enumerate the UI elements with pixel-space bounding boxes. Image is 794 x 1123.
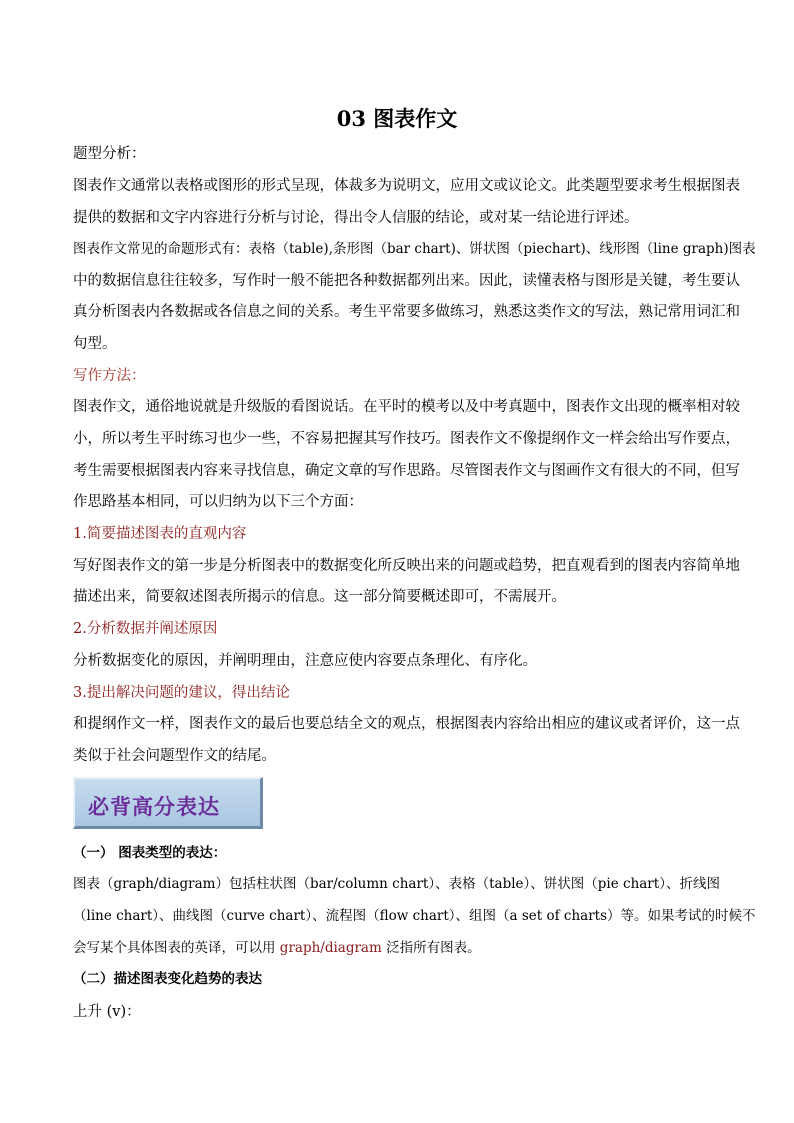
paragraph-line: （line chart）、曲线图（curve chart）、流程图（flow chart）、组图（a set of charts）等。如果考试的时候不 [73,908,756,924]
section-label-analysis: 题型分析： [73,146,146,162]
paragraph-line: 作思路基本相同，可以归纳为以下三个方面： [73,494,363,510]
paragraph-line: 和提纲作文一样，图表作文的最后也要总结全文的观点，根据图表内容给出相应的建议或者评价，这一点 [73,716,740,732]
highlight-term: graph/diagram [279,940,382,956]
paragraph-line: 真分析图表内各数据或各信息之间的关系。考生平常要多做练习，熟悉这类作文的写法，熟记常用词汇和 [73,304,740,320]
paragraph-line: 写好图表作文的第一步是分析图表中的数据变化所反映出来的问题或趋势，把直观看到的图表内容简单地 [73,558,740,574]
section-label-method: 写作方法： [73,368,146,384]
paragraph-line: 中的数据信息往往较多，写作时一般不能把各种数据都列出来。因此，读懂表格与图形是关键，考生要认 [73,273,740,289]
paragraph-line: 图表（graph/diagram）包括柱状图（bar/column chart）、表格（table）、饼状图（pie chart）、折线图 [73,876,720,892]
heading-trend-expressions: （二）描述图表变化趋势的表达 [73,971,262,987]
paragraph-line [73,937,481,959]
page-title: 03 图表作文 [336,106,458,131]
paragraph-line: 图表作文，通俗地说就是升级版的看图说话。在平时的模考以及中考真题中，图表作文出现的概率相对较 [73,399,740,415]
paragraph-line: 图表作文常见的命题形式有：表格（table),条形图（bar chart)、饼状图（piechart)、线形图（line graph)图表 [73,241,756,257]
paragraph-line: 句型。 [73,336,117,352]
paragraph-line: 考生需要根据图表内容来寻找信息，确定文章的写作思路。尽管图表作文与图画作文有很大的不同，但写 [73,463,740,479]
paragraph-line: 小，所以考生平时练习也少一些，不容易把握其写作技巧。图表作文不像提纲作文一样会给出写作要点， [73,431,740,447]
banner-text: 必背高分表达 [88,795,220,819]
paragraph-line: 提供的数据和文字内容进行分析与讨论，得出令人信服的结论，或对某一结论进行评述。 [73,210,639,226]
text-run: 泛指所有图表。 [381,940,481,956]
section-banner [73,777,263,829]
subheading-2: 2.分析数据并阐述原因 [73,621,218,637]
subheading-3: 3.提出解决问题的建议，得出结论 [73,685,290,701]
paragraph-line: 上升 (v)： [73,1004,141,1020]
paragraph-line: 描述出来，简要叙述图表所揭示的信息。这一部分简要概述即可，不需展开。 [73,589,566,605]
paragraph-line: 分析数据变化的原因，并阐明理由，注意应使内容要点条理化、有序化。 [73,653,537,669]
paragraph-line: 图表作文通常以表格或图形的形式呈现，体裁多为说明文，应用文或议论文。此类题型要求考生根据图表 [73,178,740,194]
text-run: 会写某个具体图表的英译，可以用 [73,940,280,956]
paragraph-line: 类似于社会问题型作文的结尾。 [73,748,276,764]
heading-chart-types: （一） 图表类型的表达： [73,845,227,861]
subheading-1: 1.简要描述图表的直观内容 [73,526,247,542]
